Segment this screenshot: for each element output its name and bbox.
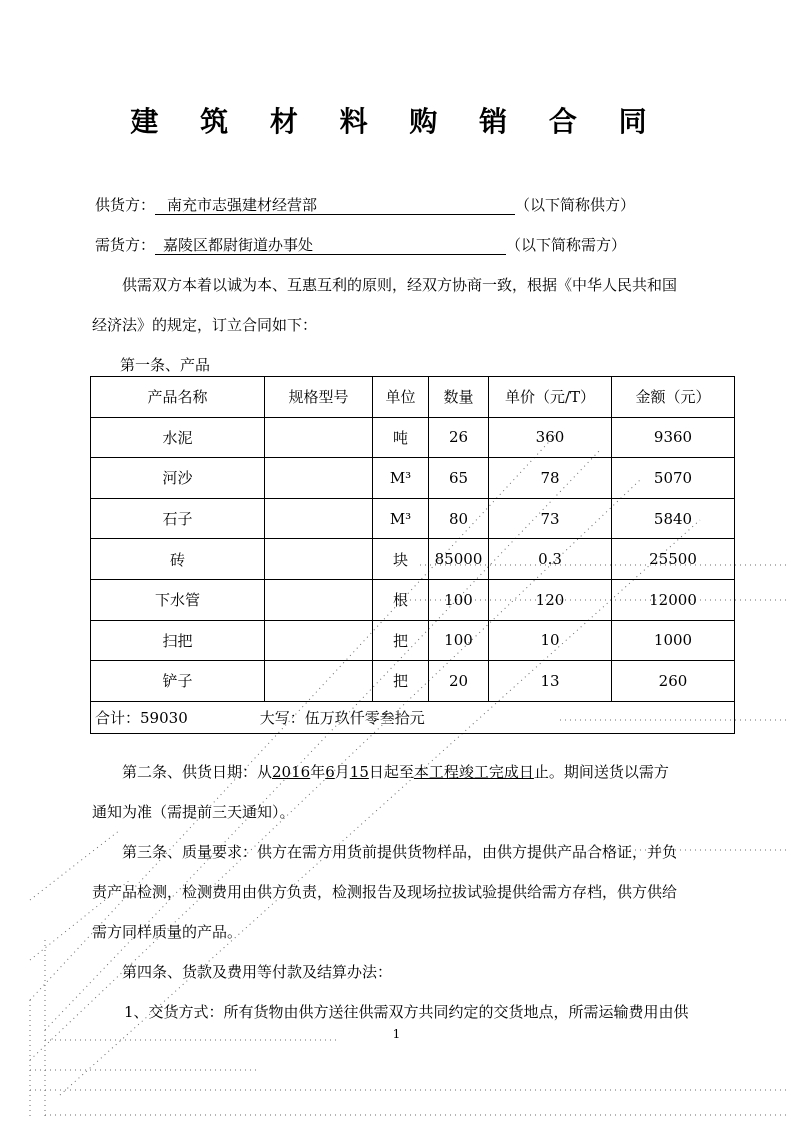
cell-spec xyxy=(265,498,373,539)
table-row xyxy=(91,620,735,661)
table-row xyxy=(91,539,735,580)
cell-price: 360 xyxy=(489,417,612,458)
cell-price: 78 xyxy=(489,458,612,499)
cell-unit: 根 xyxy=(373,579,429,620)
buyer-suffix: （以下简称需方） xyxy=(506,236,627,254)
article-1-heading: 第一条、产品 xyxy=(120,356,211,374)
capital-label: 大写： xyxy=(259,708,305,727)
article-3-line-3: 需方同样质量的产品。 xyxy=(92,923,243,941)
supplier-label: 供货方： xyxy=(95,196,156,214)
cell-spec xyxy=(265,579,373,620)
contract-title: 建 筑 材 料 购 销 合 同 xyxy=(130,105,663,138)
table-total-row xyxy=(91,701,735,733)
cell-spec xyxy=(265,620,373,661)
header-amount: 金额（元） xyxy=(612,377,735,418)
cell-unit: 吨 xyxy=(373,417,429,458)
header-quantity: 数量 xyxy=(429,377,489,418)
cell-amount: 9360 xyxy=(612,417,735,458)
table-row xyxy=(91,417,735,458)
cell-spec xyxy=(265,458,373,499)
supplier-name: 南充市志强建材经营部 xyxy=(155,197,515,215)
cell-spec xyxy=(265,539,373,580)
cell-unit: M³ xyxy=(373,498,429,539)
article-2-text: 第二条、供货日期：从 xyxy=(122,763,273,781)
cell-qty: 85000 xyxy=(429,539,489,580)
intro-line-2: 经济法》的规定，订立合同如下： xyxy=(92,316,318,334)
supplier-line xyxy=(95,194,635,215)
cell-spec xyxy=(265,417,373,458)
cell-amount: 12000 xyxy=(612,579,735,620)
cell-amount: 1000 xyxy=(612,620,735,661)
table-header-row xyxy=(91,377,735,418)
buyer-label: 需货方： xyxy=(95,236,156,254)
cell-price: 13 xyxy=(489,661,612,702)
cell-unit: 把 xyxy=(373,661,429,702)
start-month: 6 xyxy=(325,763,335,781)
article-2-text: 月 xyxy=(334,763,350,781)
cell-spec xyxy=(265,661,373,702)
supplier-suffix: （以下简称供方） xyxy=(515,196,636,214)
header-product-name: 产品名称 xyxy=(91,377,265,418)
cell-name: 扫把 xyxy=(91,620,265,661)
clause-1-line: 1、交货方式：所有货物由供方送往供需双方共同约定的交货地点，所需运输费用由供 xyxy=(124,1003,689,1021)
cell-amount: 260 xyxy=(612,661,735,702)
cell-qty: 65 xyxy=(429,458,489,499)
total-cell xyxy=(91,701,735,733)
cell-price: 0.3 xyxy=(489,539,612,580)
article-3-line-1: 第三条、质量要求：供方在需方用货前提供货物样品，由供方提供产品合格证，并负 xyxy=(122,843,678,861)
cell-name: 石子 xyxy=(91,498,265,539)
total-label: 合计： xyxy=(95,708,141,727)
cell-unit: M³ xyxy=(373,458,429,499)
total-value: 59030 xyxy=(140,708,188,727)
article-2-text: 止。期间送货以需方 xyxy=(533,763,669,781)
end-condition: 本工程竣工完成日 xyxy=(413,763,534,781)
capital-value: 伍万玖仟零叁拾元 xyxy=(304,708,425,727)
cell-name: 下水管 xyxy=(91,579,265,620)
article-2-line-1 xyxy=(122,761,669,782)
header-unit-price: 单价（元/T） xyxy=(489,377,612,418)
cell-price: 73 xyxy=(489,498,612,539)
cell-name: 河沙 xyxy=(91,458,265,499)
cell-amount: 5840 xyxy=(612,498,735,539)
table-row xyxy=(91,498,735,539)
buyer-name: 嘉陵区都尉街道办事处 xyxy=(155,237,506,255)
header-unit: 单位 xyxy=(373,377,429,418)
article-2-text: 年 xyxy=(310,763,326,781)
cell-amount: 25500 xyxy=(612,539,735,580)
article-3-line-2: 责产品检测，检测费用由供方负责，检测报告及现场拉拔试验提供给需方存档，供方供给 xyxy=(92,883,678,901)
header-spec: 规格型号 xyxy=(265,377,373,418)
cell-qty: 20 xyxy=(429,661,489,702)
cell-name: 铲子 xyxy=(91,661,265,702)
table-row xyxy=(91,579,735,620)
start-day: 15 xyxy=(349,763,369,781)
article-2-text: 日起至 xyxy=(368,763,414,781)
cell-qty: 100 xyxy=(429,620,489,661)
cell-price: 120 xyxy=(489,579,612,620)
product-table xyxy=(90,376,735,734)
cell-qty: 100 xyxy=(429,579,489,620)
cell-price: 10 xyxy=(489,620,612,661)
page-number: 1 xyxy=(392,1027,401,1041)
table-row xyxy=(91,661,735,702)
cell-unit: 把 xyxy=(373,620,429,661)
cell-unit: 块 xyxy=(373,539,429,580)
cell-amount: 5070 xyxy=(612,458,735,499)
table-row xyxy=(91,458,735,499)
article-2-line-2: 通知为准（需提前三天通知）。 xyxy=(92,803,295,821)
cell-qty: 26 xyxy=(429,417,489,458)
buyer-line xyxy=(95,234,626,255)
cell-qty: 80 xyxy=(429,498,489,539)
cell-name: 砖 xyxy=(91,539,265,580)
intro-line-1: 供需双方本着以诚为本、互惠互利的原则，经双方协商一致，根据《中华人民共和国 xyxy=(122,276,678,294)
start-year: 2016 xyxy=(272,763,311,781)
article-4-heading: 第四条、货款及费用等付款及结算办法： xyxy=(122,963,393,981)
cell-name: 水泥 xyxy=(91,417,265,458)
